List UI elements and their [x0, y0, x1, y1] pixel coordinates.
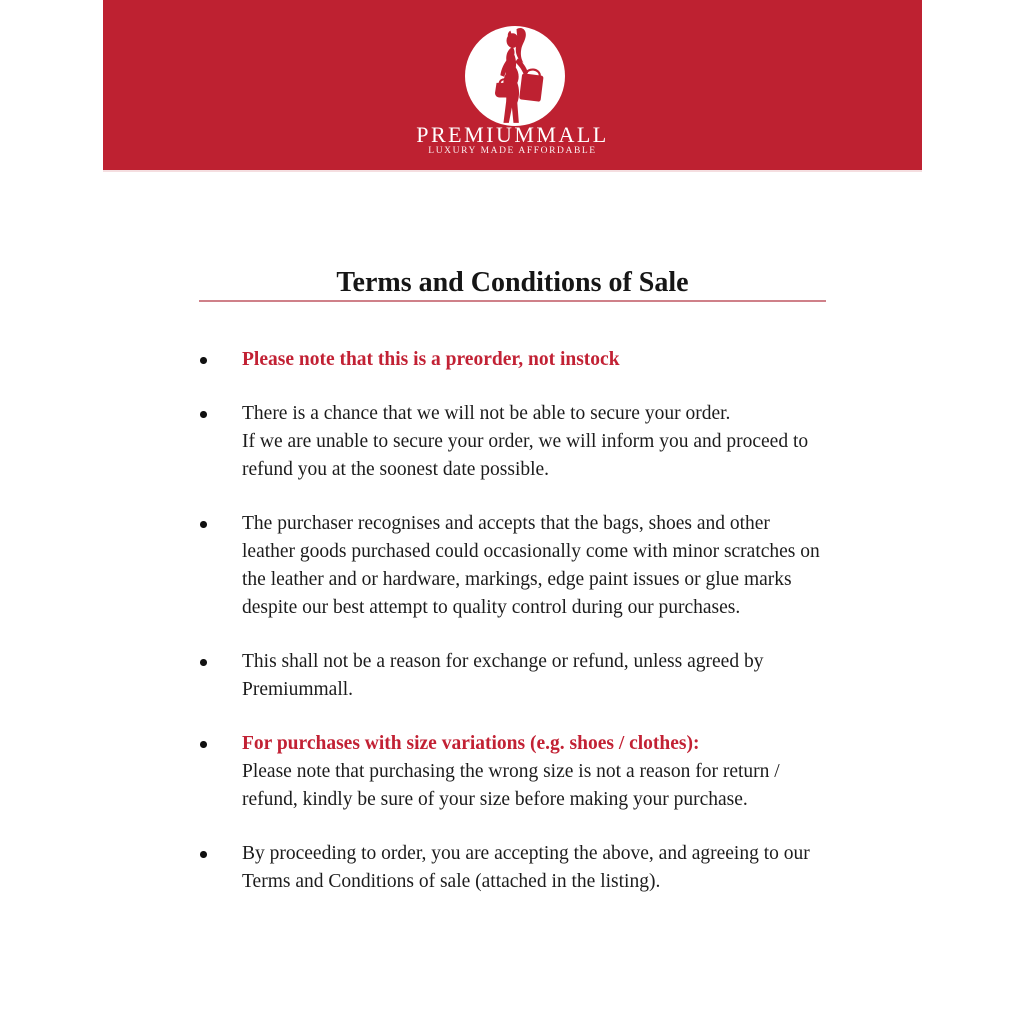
bullet-text: [242, 346, 828, 374]
bullet-line: leather goods purchased could occasionally come with minor scratches on: [242, 541, 820, 562]
document-content: [197, 0, 828, 1024]
bullet-marker-icon: [197, 730, 242, 814]
list-item: [197, 510, 828, 622]
bullet-line: Please note that purchasing the wrong size is not a reason for return /: [242, 761, 780, 782]
bullet-text: [242, 648, 828, 704]
page-title: Terms and Conditions of Sale: [336, 266, 689, 298]
brand-name: PREMIUMMALL: [416, 122, 609, 147]
brand-tagline: LUXURY MADE AFFORDABLE: [428, 146, 597, 156]
bullet-marker-icon: [197, 346, 242, 374]
bullet-line: Terms and Conditions of sale (attached in the listing).: [242, 871, 661, 892]
bullet-marker-icon: [197, 648, 242, 704]
list-item: [197, 648, 828, 704]
bullet-line: If we are unable to secure your order, we will inform you and proceed to: [242, 431, 809, 452]
bullet-line: The purchaser recognises and accepts that the bags, shoes and other: [242, 513, 770, 534]
bullet-heading: Please note that this is a preorder, not instock: [242, 349, 620, 370]
bullet-line: refund you at the soonest date possible.: [242, 459, 550, 480]
list-item: [197, 840, 828, 896]
bullet-line: the leather and or hardware, markings, edge paint issues or glue marks: [242, 569, 792, 590]
bullet-line: Premiummall.: [242, 679, 354, 700]
bullet-line: There is a chance that we will not be able to secure your order.: [242, 403, 731, 424]
bullet-line: This shall not be a reason for exchange or refund, unless agreed by: [242, 651, 764, 672]
bullet-line: By proceeding to order, you are accepting the above, and agreeing to our: [242, 843, 810, 864]
list-item: [197, 346, 828, 374]
bullet-text: [242, 730, 828, 814]
bullet-heading: For purchases with size variations (e.g. shoes / clothes):: [242, 733, 700, 754]
title-divider: [199, 300, 826, 302]
bullet-marker-icon: [197, 510, 242, 622]
bullet-marker-icon: [197, 840, 242, 896]
list-item: [197, 400, 828, 484]
bullet-text: [242, 510, 828, 622]
terms-list: [197, 346, 828, 922]
bullet-line: refund, kindly be sure of your size before making your purchase.: [242, 789, 748, 810]
bullet-text: [242, 840, 828, 896]
bullet-marker-icon: [197, 400, 242, 484]
bullet-line: despite our best attempt to quality control during our purchases.: [242, 597, 741, 618]
list-item: [197, 730, 828, 814]
bullet-text: [242, 400, 828, 484]
